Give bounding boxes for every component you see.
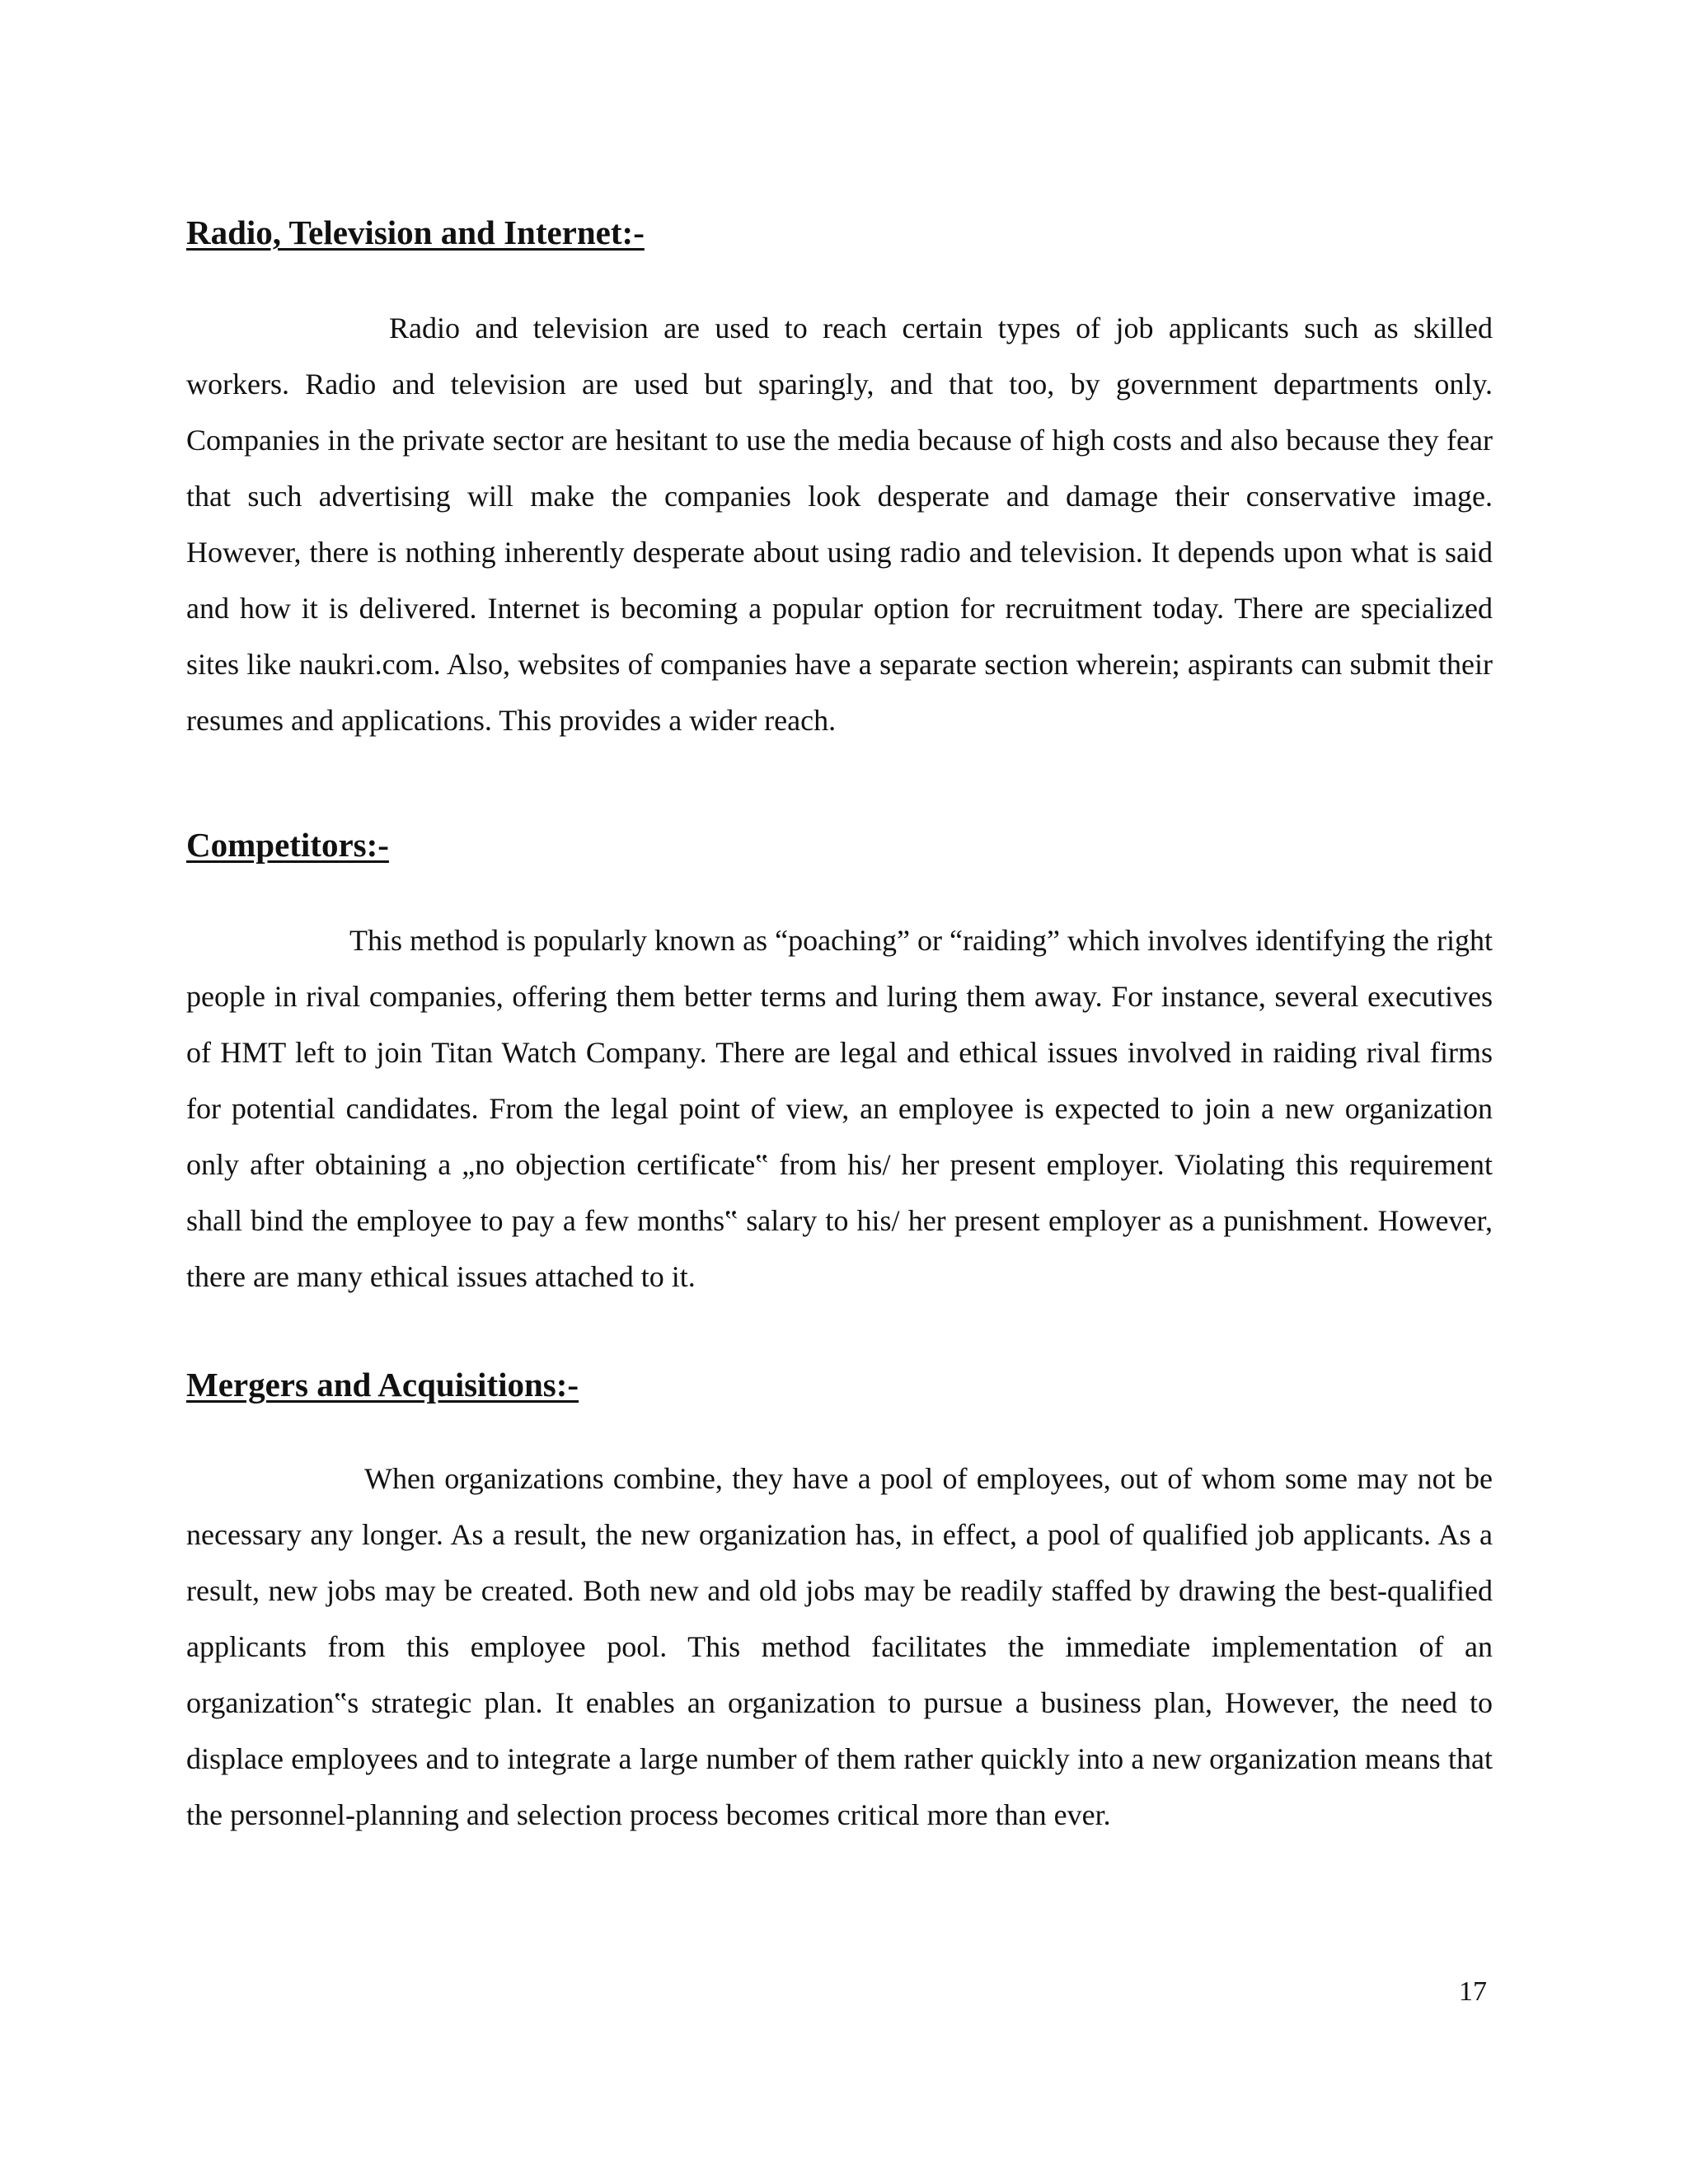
section-body-competitors: This method is popularly known as “poaching” or “raiding” which involves identifying the right people in rival companies, offering them better terms and luring them away. For instance, several executives of HMT left to join Titan Watch Company. There are legal and ethical issues involved in raiding rival firms for potential candidates. From the legal point of view, an employee is expected to join a new organization only after obtaining a „no objection certificate‟ from his/ her present employer. Violating this requirement shall bind the employee to pay a few months‟ salary to his/ her present employer as a punishment. However, there are many ethical issues attached to it.: [186, 924, 1493, 1293]
section-heading-radio-television-internet: Radio, Television and Internet:-: [186, 213, 645, 251]
section-body-radio-television-internet: Radio and television are used to reach certain types of job applicants such as skilled workers. Radio and television are used but sparingly, and that too, by government departments only. Companies in the private sector are hesitant to use the media because of high costs and also because they fear that such advertising will make the companies look desperate and damage their conservative image. However, there is nothing inherently desperate about using radio and television. It depends upon what is said and how it is delivered. Internet is becoming a popular option for recruitment today. There are specialized sites like naukri.com. Also, websites of companies have a separate section wherein; aspirants can submit their resumes and applications. This provides a wider reach.: [186, 312, 1493, 737]
section-heading-mergers-acquisitions: Mergers and Acquisitions:-: [186, 1366, 579, 1404]
section-heading-competitors: Competitors:-: [186, 826, 389, 864]
page-number: 17: [1459, 1976, 1487, 2007]
section-body-mergers-acquisitions: When organizations combine, they have a pool of employees, out of whom some may not be necessary any longer. As a result, the new organization has, in effect, a pool of qualified job applicants. As a result, new jobs may be created. Both new and old jobs may be readily staffed by drawing the best-qualified applicants from this employee pool. This method facilitates the immediate implementation of an organization‟s strategic plan. It enables an organization to pursue a business plan, However, the need to displace employees and to integrate a large number of them rather quickly into a new organization means that the personnel-planning and selection process becomes critical more than ever.: [186, 1462, 1493, 1831]
